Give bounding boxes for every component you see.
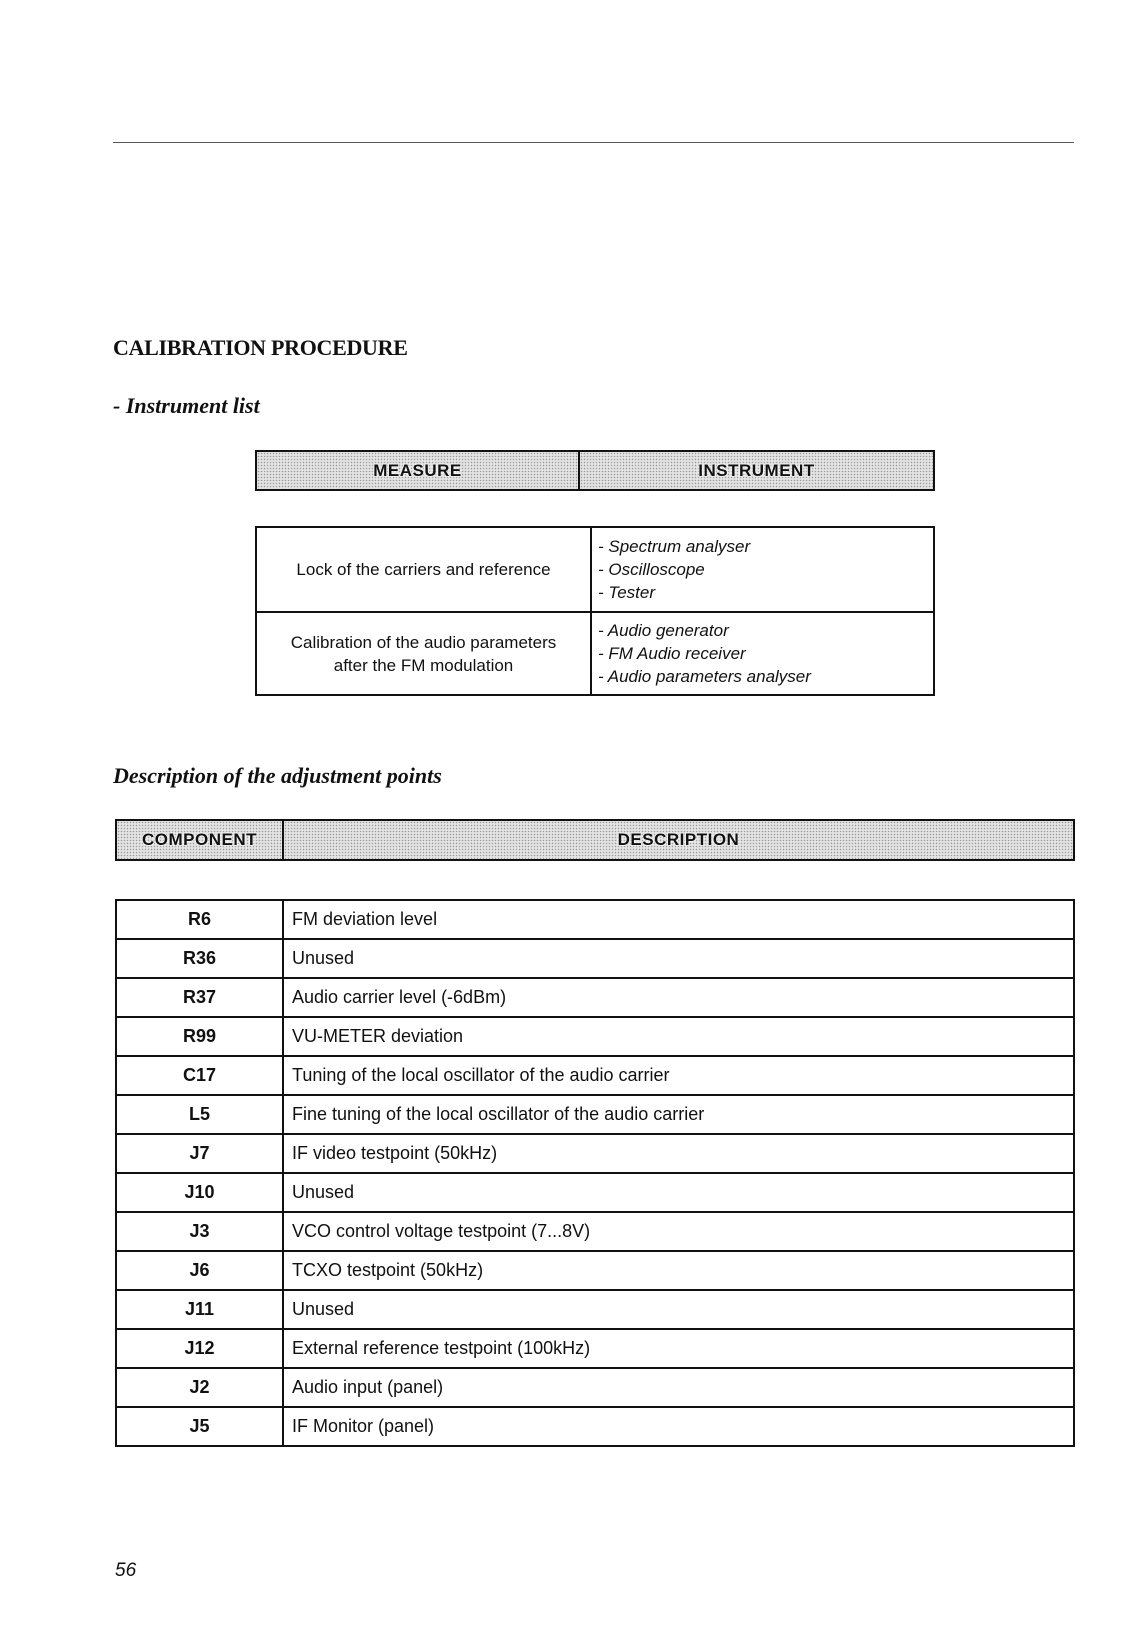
instrument-table-header [255, 450, 935, 491]
description-cell: VU-METER deviation [283, 1017, 1074, 1056]
instrument-item: - Audio generator [598, 621, 729, 640]
component-cell: J10 [116, 1173, 283, 1212]
table-row [116, 1056, 1074, 1095]
table-row [116, 1290, 1074, 1329]
component-cell: J12 [116, 1329, 283, 1368]
table-row [116, 1212, 1074, 1251]
header-measure: MEASURE [256, 451, 579, 490]
measure-line: Calibration of the audio parameters [290, 632, 557, 652]
description-cell: IF video testpoint (50kHz) [283, 1134, 1074, 1173]
description-cell: Unused [283, 939, 1074, 978]
instrument-item: - Tester [598, 583, 656, 602]
page-number: 56 [115, 1560, 137, 1581]
description-cell: IF Monitor (panel) [283, 1407, 1074, 1446]
description-cell: Unused [283, 1173, 1074, 1212]
component-cell: R37 [116, 978, 283, 1017]
instrument-cell [591, 612, 934, 695]
description-cell: TCXO testpoint (50kHz) [283, 1251, 1074, 1290]
component-cell: J3 [116, 1212, 283, 1251]
table-row [116, 1329, 1074, 1368]
table-row [116, 1251, 1074, 1290]
instrument-item: - Audio parameters analyser [598, 667, 811, 686]
component-cell: R6 [116, 900, 283, 939]
component-cell: C17 [116, 1056, 283, 1095]
instrument-list-heading: - Instrument list [113, 393, 260, 418]
component-cell: J2 [116, 1368, 283, 1407]
description-cell: Fine tuning of the local oscillator of the audio carrier [283, 1095, 1074, 1134]
table-row [116, 1407, 1074, 1446]
component-cell: J7 [116, 1134, 283, 1173]
component-cell: J5 [116, 1407, 283, 1446]
header-component: COMPONENT [116, 820, 283, 860]
table-row [256, 527, 934, 612]
table-row [116, 1173, 1074, 1212]
description-cell: Unused [283, 1290, 1074, 1329]
table-row [116, 939, 1074, 978]
measure-line: Lock of the carriers and reference [296, 560, 551, 579]
section-title: CALIBRATION PROCEDURE [113, 335, 408, 360]
measure-cell [256, 612, 591, 695]
description-cell: FM deviation level [283, 900, 1074, 939]
table-row [116, 1095, 1074, 1134]
component-cell: L5 [116, 1095, 283, 1134]
description-cell: Audio input (panel) [283, 1368, 1074, 1407]
measure-line: after the FM modulation [333, 655, 514, 675]
component-table [115, 899, 1075, 1447]
table-row [116, 1368, 1074, 1407]
table-row [116, 1134, 1074, 1173]
measure-cell [256, 527, 591, 612]
instrument-item: - Spectrum analyser [598, 537, 751, 556]
header-rule [113, 142, 1074, 143]
instrument-cell [591, 527, 934, 612]
table-row [116, 1017, 1074, 1056]
table-row [256, 612, 934, 695]
instrument-table [255, 526, 935, 696]
header-description: DESCRIPTION [283, 820, 1074, 860]
table-row [116, 978, 1074, 1017]
instrument-item: - Oscilloscope [598, 560, 705, 579]
component-cell: J11 [116, 1290, 283, 1329]
description-cell: External reference testpoint (100kHz) [283, 1329, 1074, 1368]
component-cell: R36 [116, 939, 283, 978]
component-table-header [115, 819, 1075, 861]
description-cell: Audio carrier level (-6dBm) [283, 978, 1074, 1017]
table-row [116, 900, 1074, 939]
header-instrument: INSTRUMENT [579, 451, 934, 490]
adjustment-points-heading: Description of the adjustment points [113, 763, 442, 788]
component-cell: R99 [116, 1017, 283, 1056]
description-cell: Tuning of the local oscillator of the audio carrier [283, 1056, 1074, 1095]
instrument-item: - FM Audio receiver [598, 644, 746, 663]
description-cell: VCO control voltage testpoint (7...8V) [283, 1212, 1074, 1251]
component-cell: J6 [116, 1251, 283, 1290]
